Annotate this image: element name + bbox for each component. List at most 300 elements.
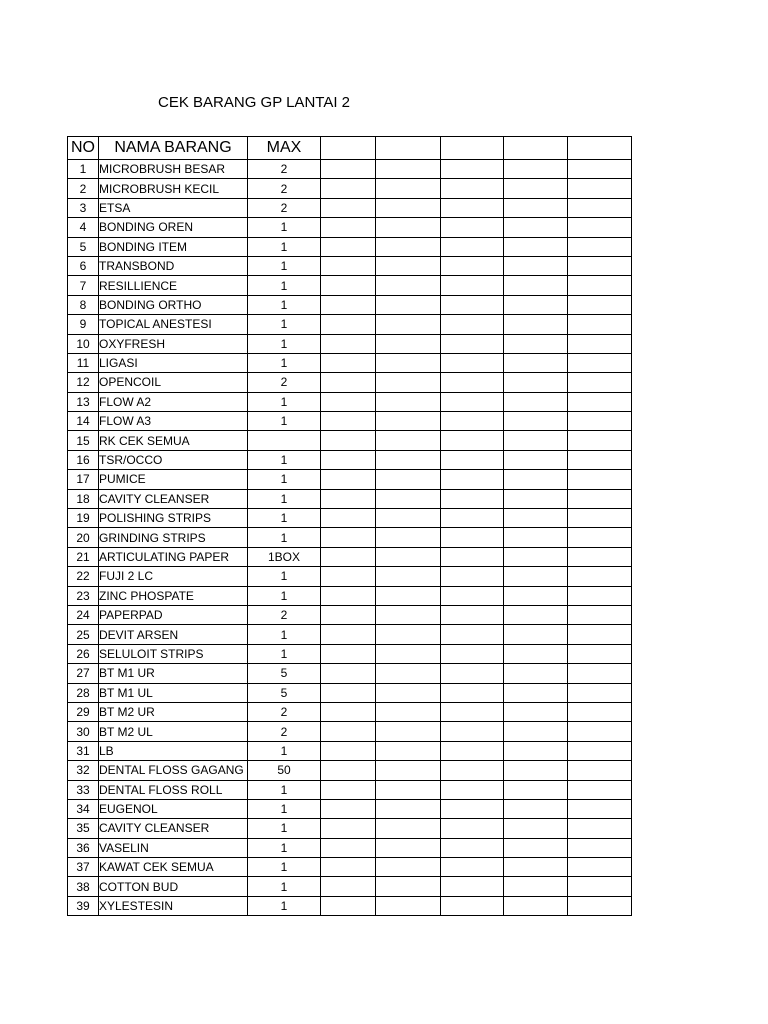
table-row — [68, 509, 632, 528]
blank-check-cell — [321, 256, 376, 275]
blank-check-cell — [376, 838, 441, 857]
table-row — [68, 683, 632, 702]
item-name: OXYFRESH — [99, 334, 248, 353]
item-max: 2 — [248, 198, 321, 217]
blank-check-cell — [568, 315, 632, 334]
table-row — [68, 799, 632, 818]
item-name: OPENCOIL — [99, 373, 248, 392]
blank-check-cell — [568, 819, 632, 838]
blank-check-cell — [568, 392, 632, 411]
blank-check-cell — [441, 198, 504, 217]
blank-header-cell — [568, 137, 632, 160]
blank-check-cell — [321, 528, 376, 547]
item-max: 1 — [248, 334, 321, 353]
blank-check-cell — [504, 353, 568, 372]
item-name: BT M1 UR — [99, 664, 248, 683]
blank-check-cell — [504, 664, 568, 683]
blank-check-cell — [376, 218, 441, 237]
blank-check-cell — [376, 334, 441, 353]
table-row — [68, 547, 632, 566]
table-row — [68, 450, 632, 469]
blank-check-cell — [568, 741, 632, 760]
blank-check-cell — [504, 838, 568, 857]
blank-header-cell — [504, 137, 568, 160]
blank-check-cell — [441, 625, 504, 644]
table-row — [68, 567, 632, 586]
row-number: 6 — [68, 256, 99, 275]
blank-check-cell — [376, 412, 441, 431]
blank-check-cell — [441, 315, 504, 334]
blank-check-cell — [568, 799, 632, 818]
table-row — [68, 877, 632, 896]
row-number: 21 — [68, 547, 99, 566]
blank-check-cell — [376, 315, 441, 334]
blank-check-cell — [376, 160, 441, 179]
blank-check-cell — [441, 838, 504, 857]
blank-check-cell — [376, 799, 441, 818]
blank-check-cell — [441, 160, 504, 179]
item-name: SELULOIT STRIPS — [99, 644, 248, 663]
row-number: 23 — [68, 586, 99, 605]
blank-check-cell — [441, 509, 504, 528]
blank-check-cell — [568, 567, 632, 586]
blank-check-cell — [568, 586, 632, 605]
blank-check-cell — [504, 392, 568, 411]
item-max: 1 — [248, 315, 321, 334]
blank-check-cell — [568, 412, 632, 431]
blank-check-cell — [321, 664, 376, 683]
blank-check-cell — [376, 431, 441, 450]
blank-check-cell — [376, 489, 441, 508]
blank-check-cell — [568, 664, 632, 683]
item-max — [248, 431, 321, 450]
blank-check-cell — [504, 489, 568, 508]
blank-check-cell — [441, 218, 504, 237]
blank-check-cell — [568, 160, 632, 179]
table-row — [68, 858, 632, 877]
row-number: 36 — [68, 838, 99, 857]
blank-check-cell — [568, 450, 632, 469]
blank-check-cell — [568, 838, 632, 857]
blank-check-cell — [321, 198, 376, 217]
item-name: DEVIT ARSEN — [99, 625, 248, 644]
blank-check-cell — [441, 256, 504, 275]
blank-check-cell — [441, 780, 504, 799]
table-row — [68, 819, 632, 838]
table-row — [68, 334, 632, 353]
blank-check-cell — [376, 780, 441, 799]
blank-check-cell — [376, 450, 441, 469]
blank-check-cell — [504, 198, 568, 217]
table-row — [68, 295, 632, 314]
blank-check-cell — [504, 334, 568, 353]
blank-check-cell — [441, 605, 504, 624]
item-name: ETSA — [99, 198, 248, 217]
item-max: 1 — [248, 276, 321, 295]
blank-check-cell — [568, 276, 632, 295]
table-row — [68, 605, 632, 624]
item-max: 1 — [248, 256, 321, 275]
table-row — [68, 644, 632, 663]
blank-check-cell — [504, 896, 568, 915]
item-name: BT M2 UL — [99, 722, 248, 741]
row-number: 10 — [68, 334, 99, 353]
blank-check-cell — [504, 877, 568, 896]
row-number: 39 — [68, 896, 99, 915]
blank-check-cell — [441, 819, 504, 838]
row-number: 5 — [68, 237, 99, 256]
blank-check-cell — [504, 819, 568, 838]
row-number: 11 — [68, 353, 99, 372]
table-row — [68, 160, 632, 179]
item-name: GRINDING STRIPS — [99, 528, 248, 547]
blank-check-cell — [441, 858, 504, 877]
row-number: 25 — [68, 625, 99, 644]
row-number: 31 — [68, 741, 99, 760]
blank-check-cell — [441, 179, 504, 198]
blank-check-cell — [441, 470, 504, 489]
blank-check-cell — [504, 412, 568, 431]
row-number: 16 — [68, 450, 99, 469]
item-name: FUJI 2 LC — [99, 567, 248, 586]
item-max: 1 — [248, 489, 321, 508]
item-max: 2 — [248, 702, 321, 721]
item-max: 1 — [248, 838, 321, 857]
blank-check-cell — [376, 373, 441, 392]
blank-check-cell — [568, 489, 632, 508]
blank-check-cell — [376, 198, 441, 217]
item-name: BONDING ITEM — [99, 237, 248, 256]
item-max: 1BOX — [248, 547, 321, 566]
item-max: 1 — [248, 625, 321, 644]
blank-check-cell — [504, 218, 568, 237]
blank-check-cell — [441, 799, 504, 818]
item-name: FLOW A2 — [99, 392, 248, 411]
blank-check-cell — [504, 625, 568, 644]
blank-check-cell — [568, 858, 632, 877]
table-row — [68, 412, 632, 431]
blank-check-cell — [504, 509, 568, 528]
blank-check-cell — [441, 450, 504, 469]
item-max: 50 — [248, 761, 321, 780]
blank-check-cell — [321, 761, 376, 780]
blank-check-cell — [321, 489, 376, 508]
item-max: 1 — [248, 896, 321, 915]
item-name: CAVITY CLEANSER — [99, 819, 248, 838]
blank-check-cell — [441, 392, 504, 411]
blank-check-cell — [441, 664, 504, 683]
blank-check-cell — [441, 237, 504, 256]
blank-check-cell — [441, 373, 504, 392]
item-max: 1 — [248, 218, 321, 237]
header-nama-barang: NAMA BARANG — [99, 137, 248, 160]
row-number: 34 — [68, 799, 99, 818]
blank-check-cell — [568, 605, 632, 624]
row-number: 14 — [68, 412, 99, 431]
blank-check-cell — [441, 412, 504, 431]
item-max: 2 — [248, 160, 321, 179]
item-max: 1 — [248, 877, 321, 896]
blank-check-cell — [568, 431, 632, 450]
item-name: PUMICE — [99, 470, 248, 489]
item-name: BONDING ORTHO — [99, 295, 248, 314]
blank-check-cell — [321, 373, 376, 392]
blank-check-cell — [568, 256, 632, 275]
row-number: 37 — [68, 858, 99, 877]
item-max: 2 — [248, 373, 321, 392]
blank-check-cell — [568, 179, 632, 198]
blank-check-cell — [504, 858, 568, 877]
header-row — [68, 137, 632, 160]
blank-check-cell — [321, 625, 376, 644]
blank-check-cell — [321, 315, 376, 334]
blank-check-cell — [321, 780, 376, 799]
item-name: MICROBRUSH KECIL — [99, 179, 248, 198]
item-name: TSR/OCCO — [99, 450, 248, 469]
table-row — [68, 276, 632, 295]
row-number: 8 — [68, 295, 99, 314]
blank-check-cell — [376, 237, 441, 256]
blank-check-cell — [441, 761, 504, 780]
item-name: RESILLIENCE — [99, 276, 248, 295]
blank-check-cell — [568, 528, 632, 547]
blank-check-cell — [321, 799, 376, 818]
item-max: 1 — [248, 528, 321, 547]
row-number: 20 — [68, 528, 99, 547]
item-name: DENTAL FLOSS ROLL — [99, 780, 248, 799]
blank-check-cell — [321, 334, 376, 353]
row-number: 28 — [68, 683, 99, 702]
row-number: 22 — [68, 567, 99, 586]
inventory-table — [67, 136, 632, 916]
row-number: 29 — [68, 702, 99, 721]
blank-check-cell — [441, 547, 504, 566]
item-name: TRANSBOND — [99, 256, 248, 275]
row-number: 17 — [68, 470, 99, 489]
table-row — [68, 218, 632, 237]
blank-check-cell — [321, 877, 376, 896]
table-row — [68, 741, 632, 760]
blank-check-cell — [441, 877, 504, 896]
blank-check-cell — [568, 722, 632, 741]
blank-check-cell — [321, 179, 376, 198]
blank-check-cell — [504, 547, 568, 566]
page-title: CEK BARANG GP LANTAI 2 — [158, 94, 351, 111]
blank-check-cell — [376, 683, 441, 702]
blank-check-cell — [376, 664, 441, 683]
blank-check-cell — [568, 470, 632, 489]
blank-check-cell — [376, 819, 441, 838]
blank-check-cell — [376, 702, 441, 721]
table-row — [68, 179, 632, 198]
table-row — [68, 198, 632, 217]
item-name: XYLESTESIN — [99, 896, 248, 915]
blank-check-cell — [504, 373, 568, 392]
blank-check-cell — [504, 722, 568, 741]
row-number: 1 — [68, 160, 99, 179]
item-max: 1 — [248, 450, 321, 469]
blank-check-cell — [504, 295, 568, 314]
blank-check-cell — [504, 741, 568, 760]
blank-check-cell — [321, 741, 376, 760]
row-number: 19 — [68, 509, 99, 528]
blank-check-cell — [376, 567, 441, 586]
item-name: EUGENOL — [99, 799, 248, 818]
item-max: 2 — [248, 179, 321, 198]
item-name: POLISHING STRIPS — [99, 509, 248, 528]
row-number: 32 — [68, 761, 99, 780]
blank-check-cell — [568, 218, 632, 237]
blank-check-cell — [568, 198, 632, 217]
blank-check-cell — [568, 683, 632, 702]
row-number: 12 — [68, 373, 99, 392]
blank-check-cell — [321, 509, 376, 528]
table-row — [68, 431, 632, 450]
table-row — [68, 528, 632, 547]
row-number: 2 — [68, 179, 99, 198]
item-max: 1 — [248, 392, 321, 411]
blank-check-cell — [321, 353, 376, 372]
blank-check-cell — [441, 741, 504, 760]
row-number: 3 — [68, 198, 99, 217]
blank-check-cell — [504, 567, 568, 586]
blank-check-cell — [568, 547, 632, 566]
blank-check-cell — [321, 722, 376, 741]
blank-check-cell — [376, 470, 441, 489]
item-name: KAWAT CEK SEMUA — [99, 858, 248, 877]
blank-check-cell — [504, 780, 568, 799]
item-name: RK CEK SEMUA — [99, 431, 248, 450]
table-row — [68, 489, 632, 508]
blank-check-cell — [441, 567, 504, 586]
blank-check-cell — [321, 237, 376, 256]
table-row — [68, 392, 632, 411]
blank-check-cell — [376, 858, 441, 877]
row-number: 7 — [68, 276, 99, 295]
item-name: CAVITY CLEANSER — [99, 489, 248, 508]
blank-check-cell — [504, 702, 568, 721]
row-number: 4 — [68, 218, 99, 237]
blank-check-cell — [504, 644, 568, 663]
item-max: 1 — [248, 799, 321, 818]
blank-check-cell — [504, 470, 568, 489]
item-max: 2 — [248, 605, 321, 624]
table-row — [68, 664, 632, 683]
blank-check-cell — [321, 218, 376, 237]
item-name: LIGASI — [99, 353, 248, 372]
blank-check-cell — [441, 683, 504, 702]
row-number: 33 — [68, 780, 99, 799]
row-number: 13 — [68, 392, 99, 411]
blank-check-cell — [504, 256, 568, 275]
blank-check-cell — [376, 877, 441, 896]
blank-check-cell — [441, 295, 504, 314]
blank-check-cell — [376, 896, 441, 915]
table-row — [68, 373, 632, 392]
blank-check-cell — [568, 625, 632, 644]
blank-check-cell — [321, 896, 376, 915]
blank-check-cell — [504, 605, 568, 624]
row-number: 27 — [68, 664, 99, 683]
item-name: VASELIN — [99, 838, 248, 857]
blank-check-cell — [441, 528, 504, 547]
blank-check-cell — [376, 353, 441, 372]
table-row — [68, 896, 632, 915]
table-row — [68, 625, 632, 644]
blank-check-cell — [504, 160, 568, 179]
blank-header-cell — [321, 137, 376, 160]
item-max: 1 — [248, 741, 321, 760]
item-max: 1 — [248, 412, 321, 431]
blank-header-cell — [441, 137, 504, 160]
table-row — [68, 722, 632, 741]
blank-check-cell — [568, 373, 632, 392]
blank-check-cell — [568, 761, 632, 780]
blank-check-cell — [441, 896, 504, 915]
blank-check-cell — [321, 431, 376, 450]
item-max: 1 — [248, 858, 321, 877]
item-name: ZINC PHOSPATE — [99, 586, 248, 605]
item-max: 2 — [248, 722, 321, 741]
row-number: 38 — [68, 877, 99, 896]
item-name: MICROBRUSH BESAR — [99, 160, 248, 179]
blank-check-cell — [504, 761, 568, 780]
blank-check-cell — [504, 315, 568, 334]
blank-check-cell — [376, 644, 441, 663]
blank-check-cell — [504, 799, 568, 818]
blank-check-cell — [441, 702, 504, 721]
blank-check-cell — [504, 276, 568, 295]
table-row — [68, 470, 632, 489]
blank-check-cell — [376, 625, 441, 644]
blank-check-cell — [321, 392, 376, 411]
blank-check-cell — [321, 586, 376, 605]
blank-check-cell — [504, 431, 568, 450]
item-name: BONDING OREN — [99, 218, 248, 237]
item-max: 5 — [248, 664, 321, 683]
item-name: PAPERPAD — [99, 605, 248, 624]
blank-check-cell — [321, 838, 376, 857]
blank-check-cell — [376, 605, 441, 624]
item-max: 1 — [248, 237, 321, 256]
item-max: 1 — [248, 819, 321, 838]
blank-check-cell — [568, 644, 632, 663]
blank-check-cell — [504, 179, 568, 198]
table-row — [68, 780, 632, 799]
blank-check-cell — [441, 722, 504, 741]
item-name: COTTON BUD — [99, 877, 248, 896]
row-number: 9 — [68, 315, 99, 334]
table-row — [68, 256, 632, 275]
table-row — [68, 353, 632, 372]
blank-check-cell — [568, 780, 632, 799]
item-name: FLOW A3 — [99, 412, 248, 431]
blank-check-cell — [321, 644, 376, 663]
header-no: NO — [68, 137, 99, 160]
table-row — [68, 586, 632, 605]
blank-check-cell — [568, 237, 632, 256]
item-max: 1 — [248, 567, 321, 586]
item-max: 1 — [248, 470, 321, 489]
blank-check-cell — [376, 586, 441, 605]
blank-check-cell — [321, 702, 376, 721]
row-number: 35 — [68, 819, 99, 838]
blank-check-cell — [376, 392, 441, 411]
blank-check-cell — [376, 295, 441, 314]
blank-check-cell — [504, 683, 568, 702]
item-name: DENTAL FLOSS GAGANG — [99, 761, 248, 780]
blank-check-cell — [321, 412, 376, 431]
